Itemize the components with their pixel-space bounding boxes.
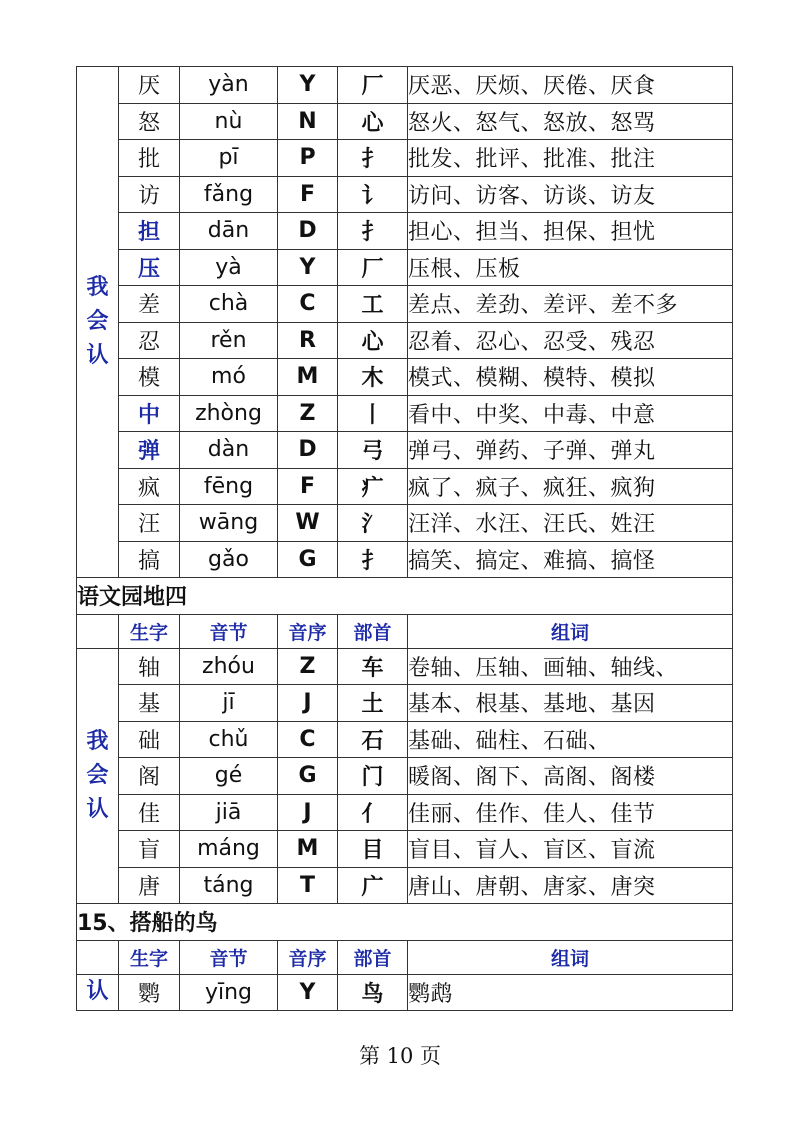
initial-letter-cell: C [278,721,338,758]
table-row [77,432,733,469]
table-row [77,140,733,177]
table-row [77,359,733,396]
character-cell: 怒 [119,103,180,140]
words-cell: 唐山、唐朝、唐家、唐突 [408,867,733,904]
words-cell: 暖阁、阁下、高阁、阁楼 [408,758,733,795]
initial-letter-cell: G [278,758,338,795]
words-cell: 汪洋、水汪、汪氏、姓汪 [408,505,733,542]
table-row [77,103,733,140]
radical-cell: 工 [338,286,408,323]
pinyin-cell: gǎo [180,541,278,578]
words-cell: 模式、模糊、模特、模拟 [408,359,733,396]
words-cell: 怒火、怒气、怒放、怒骂 [408,103,733,140]
pinyin-cell: rěn [180,322,278,359]
character-cell: 弹 [119,432,180,469]
pinyin-cell: chà [180,286,278,323]
radical-cell: 厂 [338,249,408,286]
radical-cell: 丨 [338,395,408,432]
radical-cell: 氵 [338,505,408,542]
character-cell: 中 [119,395,180,432]
initial-letter-cell: Y [278,67,338,104]
side-label-text: 认 [86,979,109,1005]
words-cell: 基础、础柱、石础、 [408,721,733,758]
radical-cell: 土 [338,685,408,722]
table-row [77,541,733,578]
initial-letter-cell: D [278,213,338,250]
words-cell: 搞笑、搞定、难搞、搞怪 [408,541,733,578]
table-row [77,758,733,795]
character-cell: 轴 [119,648,180,685]
initial-letter-cell: F [278,468,338,505]
character-cell: 厌 [119,67,180,104]
radical-cell: 目 [338,831,408,868]
side-label-text: 我会认 [86,728,109,822]
header-blank [77,614,119,648]
initial-letter-cell: J [278,794,338,831]
pinyin-cell: mó [180,359,278,396]
words-cell: 盲目、盲人、盲区、盲流 [408,831,733,868]
table-row [77,867,733,904]
words-cell: 看中、中奖、中毒、中意 [408,395,733,432]
table-row [77,721,733,758]
table-row [77,322,733,359]
header-words: 组词 [408,614,733,648]
pinyin-cell: jī [180,685,278,722]
initial-letter-cell: J [278,685,338,722]
character-cell: 鹦 [119,974,180,1011]
character-cell: 忍 [119,322,180,359]
initial-letter-cell: P [278,140,338,177]
table-row [77,395,733,432]
words-cell: 忍着、忍心、忍受、残忍 [408,322,733,359]
radical-cell: 扌 [338,140,408,177]
initial-letter-cell: Y [278,974,338,1011]
header-initial: 音序 [278,940,338,974]
words-cell: 佳丽、佳作、佳人、佳节 [408,794,733,831]
character-cell: 差 [119,286,180,323]
initial-letter-cell: N [278,103,338,140]
pinyin-cell: yàn [180,67,278,104]
table-row [77,213,733,250]
initial-letter-cell: Z [278,395,338,432]
words-cell: 卷轴、压轴、画轴、轴线、 [408,648,733,685]
radical-cell: 鸟 [338,974,408,1011]
header-radical: 部首 [338,940,408,974]
header-pinyin: 音节 [180,614,278,648]
header-row [77,614,733,648]
words-cell: 基本、根基、基地、基因 [408,685,733,722]
table-row [77,794,733,831]
radical-cell: 疒 [338,468,408,505]
table-row [77,176,733,213]
pinyin-cell: dàn [180,432,278,469]
initial-letter-cell: D [278,432,338,469]
character-cell: 佳 [119,794,180,831]
section-title: 15、搭船的鸟 [77,904,733,941]
initial-letter-cell: F [278,176,338,213]
pinyin-cell: táng [180,867,278,904]
pinyin-cell: fǎng [180,176,278,213]
pinyin-cell: pī [180,140,278,177]
radical-cell: 心 [338,322,408,359]
initial-letter-cell: T [278,867,338,904]
pinyin-cell: fēng [180,468,278,505]
radical-cell: 扌 [338,213,408,250]
header-initial: 音序 [278,614,338,648]
words-cell: 批发、批评、批准、批注 [408,140,733,177]
radical-cell: 亻 [338,794,408,831]
table-row [77,249,733,286]
initial-letter-cell: M [278,831,338,868]
header-words: 组词 [408,940,733,974]
character-cell: 压 [119,249,180,286]
character-cell: 唐 [119,867,180,904]
pinyin-cell: wāng [180,505,278,542]
words-cell: 弹弓、弹药、子弹、弹丸 [408,432,733,469]
radical-cell: 广 [338,867,408,904]
character-cell: 批 [119,140,180,177]
initial-letter-cell: Z [278,648,338,685]
radical-cell: 心 [338,103,408,140]
table-row [77,67,733,104]
character-cell: 汪 [119,505,180,542]
initial-letter-cell: Y [278,249,338,286]
header-char: 生字 [119,614,180,648]
character-cell: 础 [119,721,180,758]
radical-cell: 扌 [338,541,408,578]
header-char: 生字 [119,940,180,974]
vocabulary-table [76,66,733,1011]
pinyin-cell: máng [180,831,278,868]
table-row [77,974,733,1011]
initial-letter-cell: G [278,541,338,578]
initial-letter-cell: C [278,286,338,323]
header-radical: 部首 [338,614,408,648]
radical-cell: 石 [338,721,408,758]
pinyin-cell: chǔ [180,721,278,758]
pinyin-cell: dān [180,213,278,250]
header-row [77,940,733,974]
header-blank [77,940,119,974]
radical-cell: 讠 [338,176,408,213]
radical-cell: 弓 [338,432,408,469]
section-title-row [77,904,733,941]
initial-letter-cell: R [278,322,338,359]
header-pinyin: 音节 [180,940,278,974]
side-label-text: 我会认 [86,274,109,369]
words-cell: 访问、访客、访谈、访友 [408,176,733,213]
pinyin-cell: yīng [180,974,278,1011]
initial-letter-cell: W [278,505,338,542]
pinyin-cell: zhòng [180,395,278,432]
words-cell: 担心、担当、担保、担忧 [408,213,733,250]
radical-cell: 门 [338,758,408,795]
table-row [77,286,733,323]
table-row [77,648,733,685]
words-cell: 鹦鹉 [408,974,733,1011]
character-cell: 搞 [119,541,180,578]
table-row [77,685,733,722]
pinyin-cell: nù [180,103,278,140]
radical-cell: 车 [338,648,408,685]
side-label [77,67,119,578]
section-title-row [77,578,733,615]
words-cell: 疯了、疯子、疯狂、疯狗 [408,468,733,505]
character-cell: 访 [119,176,180,213]
pinyin-cell: jiā [180,794,278,831]
table-row [77,831,733,868]
character-cell: 模 [119,359,180,396]
initial-letter-cell: M [278,359,338,396]
character-cell: 担 [119,213,180,250]
words-cell: 差点、差劲、差评、差不多 [408,286,733,323]
table-row [77,468,733,505]
pinyin-cell: gé [180,758,278,795]
side-label [77,648,119,904]
words-cell: 压根、压板 [408,249,733,286]
page-number: 第 10 页 [358,1044,442,1068]
radical-cell: 木 [338,359,408,396]
character-cell: 疯 [119,468,180,505]
words-cell: 厌恶、厌烦、厌倦、厌食 [408,67,733,104]
table-row [77,505,733,542]
character-cell: 阁 [119,758,180,795]
radical-cell: 厂 [338,67,408,104]
pinyin-cell: yà [180,249,278,286]
side-label [77,974,119,1011]
character-cell: 基 [119,685,180,722]
pinyin-cell: zhóu [180,648,278,685]
character-cell: 盲 [119,831,180,868]
section-title: 语文园地四 [77,578,733,615]
